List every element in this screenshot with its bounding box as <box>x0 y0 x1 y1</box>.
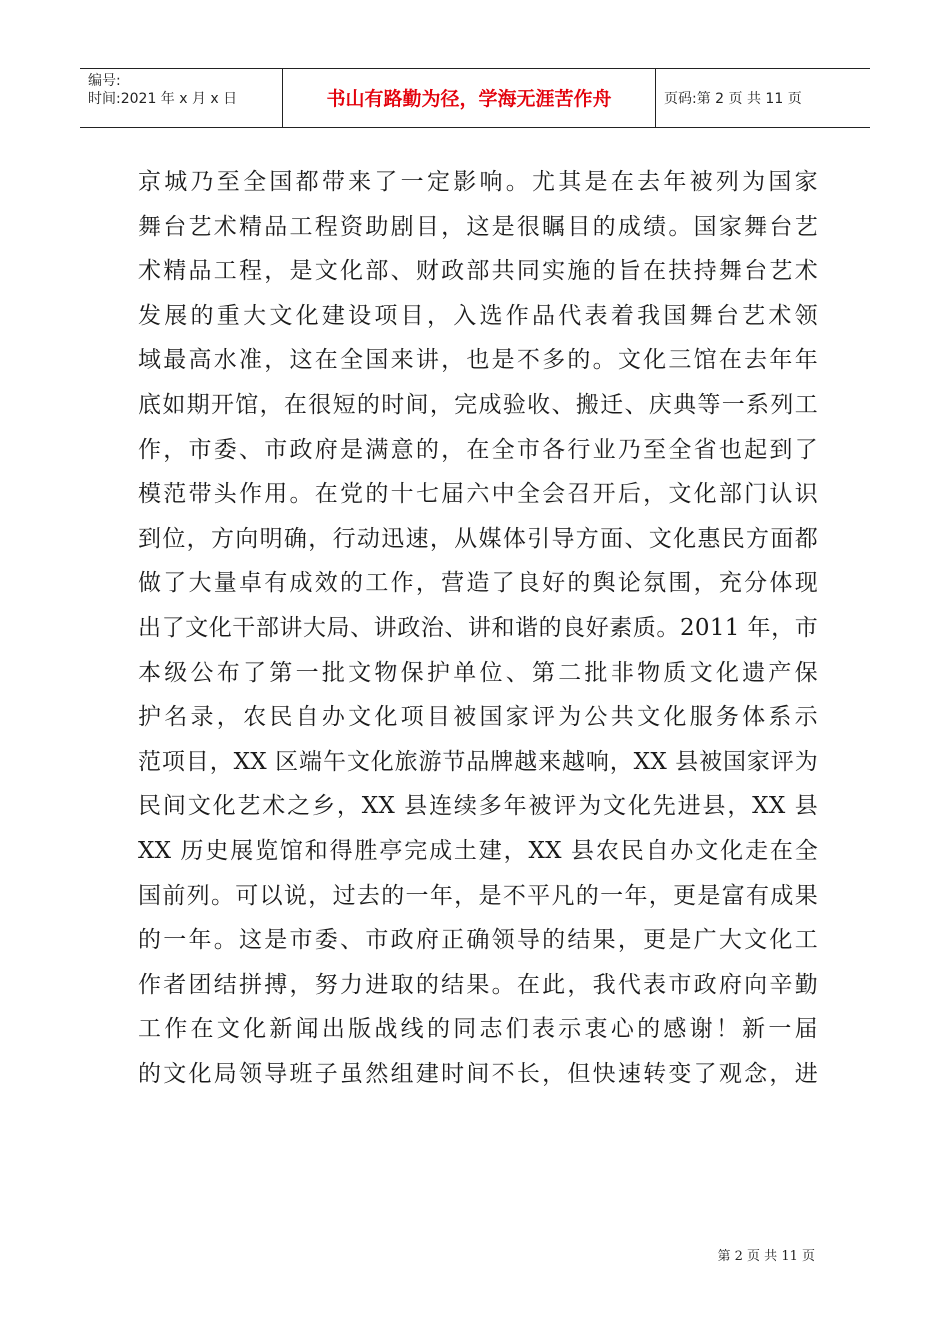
body-line: 作，市委、市政府是满意的，在全市各行业乃至全省也起到了 <box>138 436 818 463</box>
body-line: 国前列。可以说，过去的一年，是不平凡的一年，更是富有成果 <box>138 882 818 909</box>
header-page-cell <box>656 69 870 127</box>
page-header <box>80 68 870 128</box>
header-meta-cell <box>80 69 283 127</box>
body-line: 范项目，XX 区端午文化旅游节品牌越来越响，XX 县被国家评为 <box>138 748 818 775</box>
document-number-label: 编号: <box>88 73 121 89</box>
body-line: 本级公布了第一批文物保护单位、第二批非物质文化遗产保 <box>138 659 818 686</box>
body-line: 域最高水准，这在全国来讲，也是不多的。文化三馆在去年年 <box>138 347 818 374</box>
body-line: 做了大量卓有成效的工作，营造了良好的舆论氛围，充分体现 <box>138 570 818 597</box>
header-motto: 书山有路勤为径，学海无涯苦作舟 <box>326 88 612 110</box>
body-line: 作者团结拼搏，努力进取的结果。在此，我代表市政府向辛勤 <box>138 971 818 998</box>
body-line: XX 历史展览馆和得胜亭完成土建，XX 县农民自办文化走在全 <box>138 837 818 864</box>
document-body <box>138 160 818 1096</box>
body-line: 模范带头作用。在党的十七届六中全会召开后，文化部门认识 <box>138 481 818 508</box>
body-line: 底如期开馆，在很短的时间，完成验收、搬迁、庆典等一系列工 <box>138 391 818 418</box>
body-line: 民间文化艺术之乡，XX 县连续多年被评为文化先进县，XX 县 <box>138 793 818 820</box>
body-line: 工作在文化新闻出版战线的同志们表示衷心的感谢！新一届 <box>138 1016 818 1043</box>
body-line: 到位，方向明确，行动迅速，从媒体引导方面、文化惠民方面都 <box>138 525 818 552</box>
body-line: 护名录，农民自办文化项目被国家评为公共文化服务体系示 <box>138 704 818 731</box>
header-page-number: 页码:第 2 页 共 11 页 <box>664 91 802 107</box>
body-line: 京城乃至全国都带来了一定影响。尤其是在去年被列为国家 <box>138 169 818 195</box>
body-line: 的文化局领导班子虽然组建时间不长，但快速转变了观念，进 <box>138 1060 818 1087</box>
header-motto-cell <box>283 69 656 127</box>
footer-page-number: 第 2 页 共 11 页 <box>717 1249 815 1264</box>
document-date-label: 时间:2021 年 x 月 x 日 <box>88 91 238 107</box>
body-line: 出了文化干部讲大局、讲政治、讲和谐的良好素质。2011 年，市 <box>138 614 818 641</box>
body-line: 舞台艺术精品工程资助剧目，这是很瞩目的成绩。国家舞台艺 <box>138 213 818 240</box>
body-line: 术精品工程，是文化部、财政部共同实施的旨在扶持舞台艺术 <box>138 258 818 285</box>
body-line: 的一年。这是市委、市政府正确领导的结果，更是广大文化工 <box>138 927 818 954</box>
body-line: 发展的重大文化建设项目，入选作品代表着我国舞台艺术领 <box>138 302 818 329</box>
